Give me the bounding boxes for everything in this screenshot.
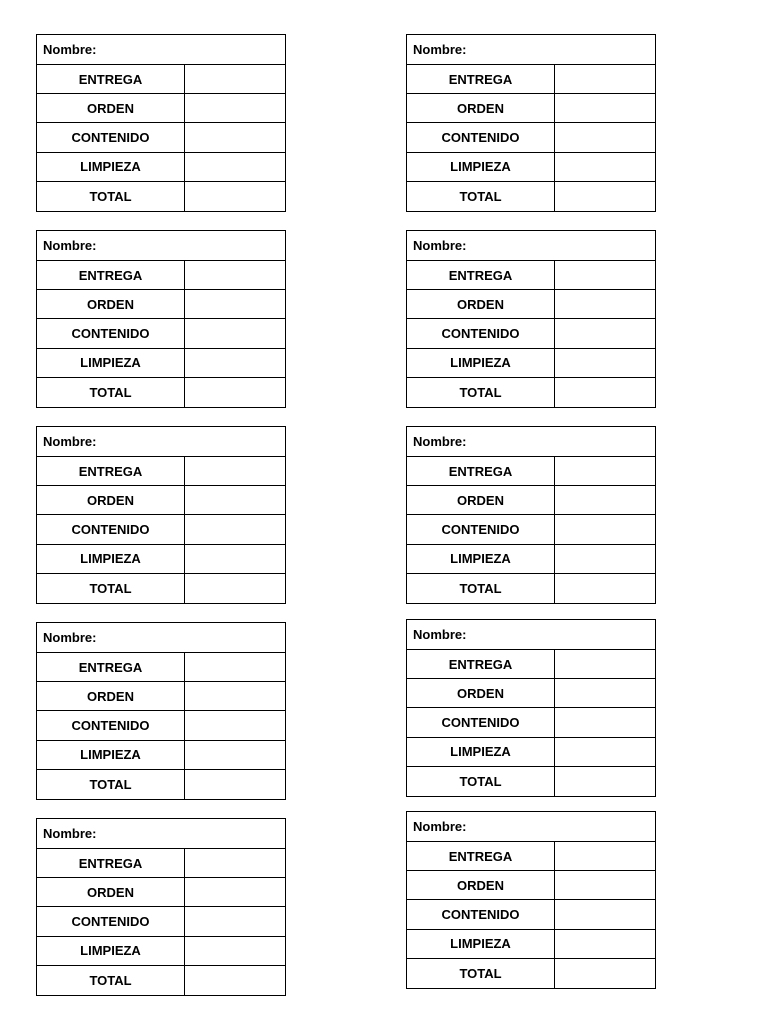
row-label: CONTENIDO (37, 711, 185, 739)
row-label: TOTAL (37, 574, 185, 603)
score-card (36, 230, 286, 408)
row-entrega (37, 261, 285, 290)
name-label: Nombre: (407, 35, 655, 65)
row-orden (407, 290, 655, 319)
score-cell[interactable] (555, 545, 655, 573)
row-limpieza (37, 545, 285, 574)
row-label: ENTREGA (407, 261, 555, 289)
row-label: ORDEN (37, 486, 185, 514)
name-label: Nombre: (407, 231, 655, 261)
row-label: TOTAL (37, 966, 185, 995)
row-orden (37, 486, 285, 515)
score-cell[interactable] (555, 650, 655, 678)
row-label: TOTAL (407, 767, 555, 796)
name-label: Nombre: (407, 427, 655, 457)
row-label: TOTAL (407, 574, 555, 603)
row-label: CONTENIDO (407, 515, 555, 543)
row-label: ENTREGA (37, 261, 185, 289)
score-cell[interactable] (185, 878, 285, 906)
row-total (37, 966, 285, 995)
score-cell[interactable] (185, 515, 285, 543)
row-contenido (407, 123, 655, 152)
row-limpieza (407, 738, 655, 767)
score-cell[interactable] (185, 182, 285, 211)
score-cell[interactable] (185, 94, 285, 122)
row-total (37, 378, 285, 407)
name-label: Nombre: (407, 620, 655, 650)
score-cell[interactable] (555, 378, 655, 407)
row-label: LIMPIEZA (407, 545, 555, 573)
row-label: LIMPIEZA (407, 153, 555, 181)
score-cell[interactable] (555, 486, 655, 514)
row-contenido (407, 900, 655, 929)
row-label: ORDEN (407, 290, 555, 318)
score-card (406, 619, 656, 797)
score-cell[interactable] (555, 738, 655, 766)
score-card (36, 34, 286, 212)
row-entrega (407, 261, 655, 290)
row-orden (37, 878, 285, 907)
row-contenido (37, 515, 285, 544)
name-label: Nombre: (37, 623, 285, 653)
row-label: CONTENIDO (407, 123, 555, 151)
row-label: TOTAL (37, 378, 185, 407)
row-limpieza (407, 545, 655, 574)
score-cell[interactable] (555, 679, 655, 707)
score-cell[interactable] (555, 900, 655, 928)
score-card (406, 426, 656, 604)
row-label: ORDEN (37, 682, 185, 710)
row-label: ENTREGA (37, 653, 185, 681)
score-cell[interactable] (555, 871, 655, 899)
row-entrega (37, 65, 285, 94)
row-entrega (407, 457, 655, 486)
row-label: LIMPIEZA (37, 937, 185, 965)
name-label: Nombre: (37, 231, 285, 261)
row-orden (37, 682, 285, 711)
score-cell[interactable] (185, 849, 285, 877)
score-cell[interactable] (555, 261, 655, 289)
row-limpieza (407, 930, 655, 959)
row-entrega (407, 65, 655, 94)
row-orden (407, 94, 655, 123)
row-entrega (407, 842, 655, 871)
row-label: CONTENIDO (37, 319, 185, 347)
score-cell[interactable] (555, 574, 655, 603)
row-entrega (37, 653, 285, 682)
row-total (407, 378, 655, 407)
row-label: ORDEN (37, 290, 185, 318)
row-total (407, 574, 655, 603)
row-contenido (407, 515, 655, 544)
score-cell[interactable] (555, 842, 655, 870)
row-entrega (37, 457, 285, 486)
row-total (407, 767, 655, 796)
row-label: LIMPIEZA (407, 738, 555, 766)
score-cell[interactable] (185, 290, 285, 318)
row-contenido (407, 319, 655, 348)
row-label: LIMPIEZA (407, 349, 555, 377)
score-cell[interactable] (185, 574, 285, 603)
row-label: LIMPIEZA (37, 153, 185, 181)
name-label: Nombre: (37, 427, 285, 457)
score-cell[interactable] (555, 290, 655, 318)
score-cell[interactable] (555, 457, 655, 485)
row-contenido (37, 123, 285, 152)
score-cell[interactable] (555, 182, 655, 211)
score-cell[interactable] (185, 378, 285, 407)
row-total (407, 182, 655, 211)
row-orden (407, 679, 655, 708)
row-orden (37, 290, 285, 319)
row-entrega (407, 650, 655, 679)
score-cell[interactable] (185, 153, 285, 181)
score-cell[interactable] (185, 937, 285, 965)
score-cell[interactable] (185, 653, 285, 681)
row-label: CONTENIDO (37, 907, 185, 935)
score-card (36, 426, 286, 604)
row-contenido (407, 708, 655, 737)
name-label: Nombre: (37, 35, 285, 65)
score-cell[interactable] (185, 457, 285, 485)
row-label: TOTAL (407, 959, 555, 988)
score-cell[interactable] (555, 153, 655, 181)
row-label: ENTREGA (37, 457, 185, 485)
row-label: CONTENIDO (407, 319, 555, 347)
row-label: ORDEN (407, 94, 555, 122)
row-label: ENTREGA (407, 457, 555, 485)
row-limpieza (37, 741, 285, 770)
row-label: CONTENIDO (407, 708, 555, 736)
score-cell[interactable] (555, 959, 655, 988)
row-label: LIMPIEZA (37, 349, 185, 377)
row-limpieza (407, 349, 655, 378)
row-label: TOTAL (37, 770, 185, 799)
score-cell[interactable] (185, 319, 285, 347)
score-cell[interactable] (185, 966, 285, 995)
row-label: LIMPIEZA (37, 741, 185, 769)
row-label: TOTAL (407, 182, 555, 211)
row-label: TOTAL (407, 378, 555, 407)
row-label: ENTREGA (407, 650, 555, 678)
row-contenido (37, 319, 285, 348)
row-label: CONTENIDO (37, 123, 185, 151)
score-cell[interactable] (555, 930, 655, 958)
score-cell[interactable] (185, 741, 285, 769)
name-label: Nombre: (37, 819, 285, 849)
row-limpieza (37, 153, 285, 182)
row-label: LIMPIEZA (37, 545, 185, 573)
score-card (36, 622, 286, 800)
row-contenido (37, 711, 285, 740)
row-orden (37, 94, 285, 123)
score-cell[interactable] (555, 94, 655, 122)
row-limpieza (407, 153, 655, 182)
score-cell[interactable] (555, 319, 655, 347)
row-label: CONTENIDO (407, 900, 555, 928)
row-orden (407, 871, 655, 900)
row-label: ORDEN (37, 94, 185, 122)
score-cell[interactable] (185, 65, 285, 93)
row-label: ORDEN (37, 878, 185, 906)
score-cell[interactable] (555, 767, 655, 796)
score-cell[interactable] (185, 486, 285, 514)
row-label: ENTREGA (37, 849, 185, 877)
row-label: LIMPIEZA (407, 930, 555, 958)
score-cell[interactable] (185, 123, 285, 151)
row-entrega (37, 849, 285, 878)
score-cell[interactable] (185, 711, 285, 739)
row-label: CONTENIDO (37, 515, 185, 543)
row-total (407, 959, 655, 988)
row-label: ORDEN (407, 871, 555, 899)
score-cell[interactable] (185, 349, 285, 377)
score-cell[interactable] (555, 349, 655, 377)
score-card (406, 230, 656, 408)
row-label: ORDEN (407, 486, 555, 514)
row-contenido (37, 907, 285, 936)
score-cell[interactable] (185, 682, 285, 710)
score-cell[interactable] (185, 907, 285, 935)
row-orden (407, 486, 655, 515)
row-label: ENTREGA (37, 65, 185, 93)
score-card (406, 811, 656, 989)
score-cell[interactable] (185, 770, 285, 799)
score-cell[interactable] (555, 515, 655, 543)
score-cell[interactable] (555, 708, 655, 736)
score-card (406, 34, 656, 212)
row-limpieza (37, 349, 285, 378)
score-card (36, 818, 286, 996)
row-total (37, 770, 285, 799)
score-cell[interactable] (185, 545, 285, 573)
score-cell[interactable] (555, 65, 655, 93)
row-limpieza (37, 937, 285, 966)
row-label: TOTAL (37, 182, 185, 211)
row-total (37, 182, 285, 211)
name-label: Nombre: (407, 812, 655, 842)
row-label: ENTREGA (407, 842, 555, 870)
row-label: ORDEN (407, 679, 555, 707)
score-cell[interactable] (185, 261, 285, 289)
row-total (37, 574, 285, 603)
row-label: ENTREGA (407, 65, 555, 93)
score-cell[interactable] (555, 123, 655, 151)
